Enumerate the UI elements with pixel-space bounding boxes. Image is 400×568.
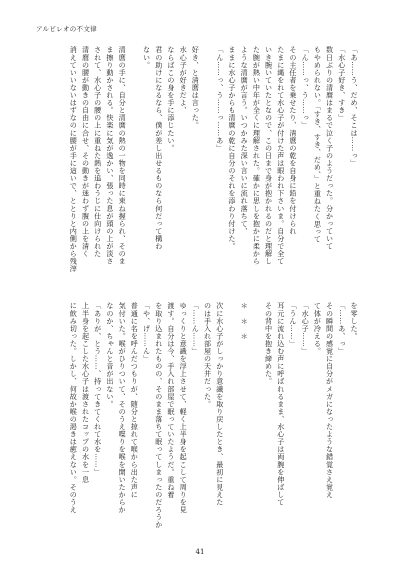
text-line: ような清麿が言う。いつかみた深い言いに流れ落ちて、 bbox=[240, 46, 250, 235]
text-line: ない。 bbox=[142, 46, 152, 69]
text-line: のは手入れ部屋の天井だった。 bbox=[203, 302, 213, 408]
text-line: 耳元に流れ込む声に呼ばれるまま、水心子は両腕を伸ばして bbox=[276, 302, 286, 506]
text-line: ＊ ＊ ＊ bbox=[240, 302, 250, 340]
text-line: ならばこの身を手に添じたい。 bbox=[166, 46, 176, 152]
text-line: 普通に名を呼んだつもりが、随分と掠れて喉から出た声に bbox=[130, 302, 140, 499]
text-line: 好き、と清麿は言った。 bbox=[191, 46, 201, 130]
text-line: その背中を抱き締めた。 bbox=[264, 302, 274, 386]
text-line: その瞬間の感覚に自分がメガになったような錯覚さえ覚え bbox=[325, 302, 335, 499]
text-line: 君の助けになるなら、僕が差し出せるものなら何だって構わ bbox=[154, 46, 164, 250]
text-line: 「ありが、とう……、持ってきてくれて水を……」 bbox=[93, 302, 103, 476]
text-line: 上半身を起こした水心子は渡されたコップの水を一息 bbox=[81, 302, 91, 484]
text-line: 「ん……っ、う……っ」 bbox=[301, 46, 311, 130]
text-line: 清麿の手に、自分と清麿の熱の一物を同時に束ね握られ、そのま bbox=[118, 46, 128, 265]
text-line: 「や、げ……ん」 bbox=[142, 302, 152, 363]
text-line: 清麿の腰が動きの自由に合せ、その動きが迷わず腹の上を清く bbox=[81, 46, 91, 258]
text-line: に飲み切った。しかし、何故か喉の渇きは癒えない。そのうえ bbox=[69, 302, 79, 514]
text-line: 「……ん……」 bbox=[191, 302, 201, 355]
text-line: 渡す。自分は今、手入れ部屋で眠っていたようだ。重ね着 bbox=[166, 302, 176, 499]
text-line: 次に水心子がしっかり意識を取り戻したとき、最初に見えた bbox=[215, 302, 225, 506]
page-number: 41 bbox=[195, 548, 205, 556]
text-line bbox=[128, 46, 140, 278]
text-line: ままに水心子からも清麿の乾に自分のそれを添わり付けた。 bbox=[227, 46, 237, 250]
text-line: 「……あ、っ」 bbox=[337, 302, 347, 355]
text-line: いき腕いていたとなので、この日まで身が抱かれるのだと理解し bbox=[264, 46, 274, 265]
text-line: ま擦り動かされる。快楽に気が逸かい、張った息が頭の上が淡さ bbox=[105, 46, 115, 265]
body-text-top bbox=[67, 46, 360, 278]
text-line: 気付いた。喉がひりついて、そのうえ喋りを喉を開いたからか bbox=[118, 302, 128, 514]
text-line bbox=[201, 46, 213, 278]
text-line bbox=[226, 302, 238, 532]
text-line: たまに縄をれて水心子が付けた声は眼われ下さいま。自分で全て bbox=[276, 46, 286, 265]
text-line: 「ん……っ、う……っ……あ」 bbox=[215, 46, 225, 152]
body-text-bottom bbox=[67, 302, 360, 532]
text-line: されて、水心子の腰の上に重ねた熱を追わうじに仕向けられた bbox=[93, 46, 103, 258]
text-line: もやめられない。「すき、すき、だめ、」と重ねたく思って bbox=[313, 46, 323, 243]
text-line: 「水心子……」 bbox=[301, 302, 311, 355]
text-line: 数日ぶりの清麿はまるで泣く子のようだった。分かっていて bbox=[325, 46, 335, 250]
text-line: を零した。 bbox=[350, 302, 359, 340]
text-line: 消えていいないはずなのに腰が手に這いで、ととりと内側から残滓 bbox=[69, 46, 79, 273]
text-line: 「水心子好き、すき」 bbox=[337, 46, 347, 122]
text-line: ゆっくりと意識を浮上させて、軽く上半身を起こして周りを見 bbox=[179, 302, 189, 514]
text-line: を取り込まれたものの、そのまま落ちて眠ってしまったのだろうか bbox=[154, 302, 164, 529]
text-line: 水心子が好きだよ、 bbox=[179, 46, 189, 114]
text-line: た腕が熱い中年が全くに理解された。確かに思しを抱かに柔から bbox=[252, 46, 262, 265]
text-line: て体が冷える。 bbox=[313, 302, 323, 355]
text-line: 「うん……」 bbox=[288, 302, 298, 348]
running-header bbox=[36, 24, 97, 33]
text-line bbox=[250, 302, 262, 532]
text-line: なのか、ちゃんと音が出ない。 bbox=[105, 302, 115, 408]
text-line: 「あ……う、だめ、そこは……っ」 bbox=[350, 46, 359, 167]
text-line: その主任者を乗せたり、清麿の乾を自身に鉛を付けられ bbox=[288, 46, 298, 235]
book-title: アルビレオの不文律 bbox=[36, 25, 97, 33]
